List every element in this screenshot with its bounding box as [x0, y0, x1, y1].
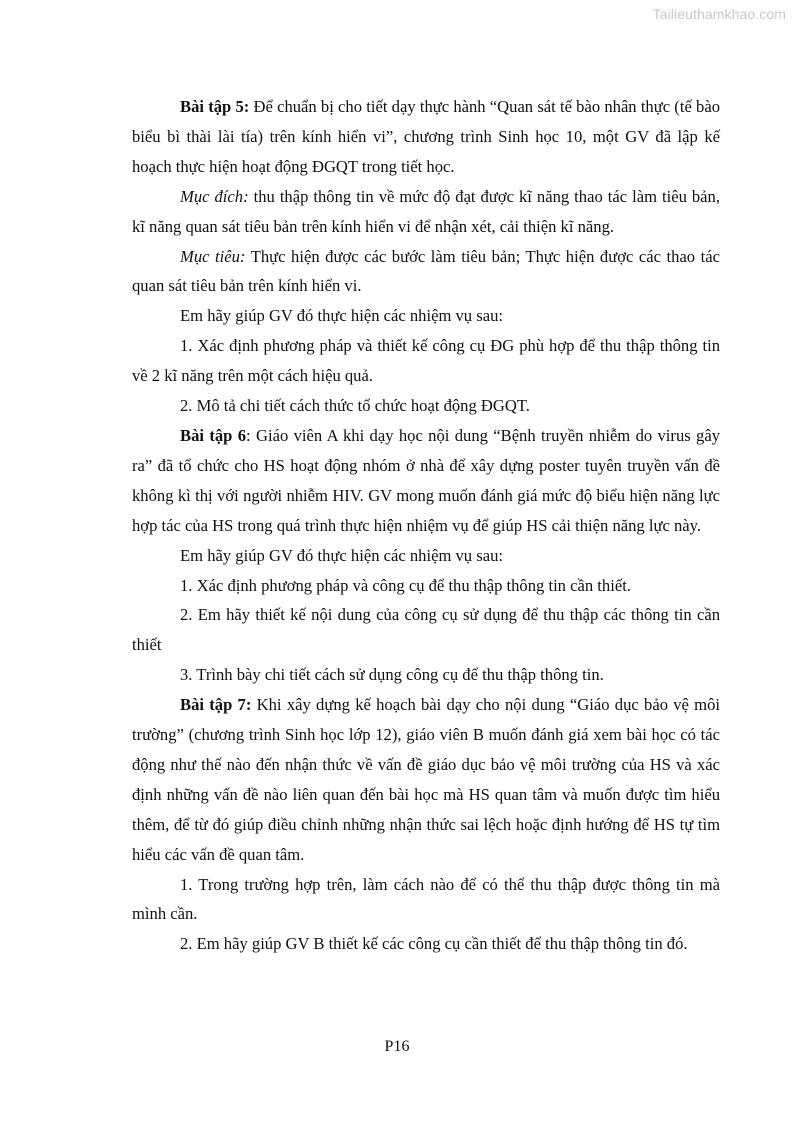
- exercise-6-task-1: 1. Xác định phương pháp và công cụ để thu thập thông tin cần thiết.: [180, 575, 631, 595]
- exercise-5-task-1: 1. Xác định phương pháp và thiết kế công cụ ĐG phù hợp để thu thập thông tin về 2 kĩ năng trên một cách hiệu quả.: [132, 336, 720, 386]
- exercise-7-intro: [132, 690, 720, 869]
- exercise-6-intro-text: : Giáo viên A khi dạy học nội dung “Bệnh truyền nhiễm do virus gây ra” đã tổ chức cho HS hoạt động nhóm ở nhà để xây dựng poster tuyên truyền vấn đề không kì thị với người nhiễm HIV. GV mong muốn đánh giá mức độ biểu hiện năng lực hợp tác của HS trong quá trình thực hiện nhiệm vụ để giúp HS cải thiện năng lực này.: [132, 425, 720, 535]
- exercise-6-intro: [132, 421, 720, 541]
- exercise-5-task-2: 2. Mô tả chi tiết cách thức tổ chức hoạt động ĐGQT.: [180, 396, 530, 416]
- exercise-5-title: Bài tập 5:: [180, 97, 250, 116]
- exercise-6-task-2: 2. Em hãy thiết kế nội dung của công cụ sử dụng để thu thập các thông tin cần thiết: [132, 605, 720, 655]
- exercise-6-title: Bài tập 6: [180, 425, 247, 445]
- exercise-5-goal: [132, 242, 720, 302]
- watermark: Tailieuthamkhao.com: [652, 6, 786, 22]
- exercise-5-prompt: Em hãy giúp GV đó thực hiện các nhiệm vụ sau:: [180, 306, 503, 326]
- exercise-6-task-3: 3. Trình bày chi tiết cách sử dụng công cụ để thu thập thông tin.: [180, 665, 604, 685]
- exercise-5-intro: [132, 92, 720, 182]
- page-number: P16: [384, 1038, 410, 1055]
- document-body: [132, 92, 720, 959]
- exercise-7-task-2: 2. Em hãy giúp GV B thiết kế các công cụ cần thiết để thu thập thông tin đó.: [180, 934, 688, 954]
- exercise-5-purpose-text: thu thập thông tin về mức độ đạt được kĩ năng thao tác làm tiêu bản, kĩ năng quan sát tiêu bản trên kính hiển vi để nhận xét, cải thiện kĩ năng.: [132, 186, 720, 236]
- exercise-5-purpose: [132, 182, 720, 242]
- exercise-7-task-1: 1. Trong trường hợp trên, làm cách nào để có thể thu thập được thông tin mà mình cần.: [132, 874, 720, 924]
- exercise-7-title: Bài tập 7:: [180, 695, 252, 715]
- exercise-5-goal-label: Mục tiêu:: [180, 246, 246, 266]
- exercise-5-goal-text: Thực hiện được các bước làm tiêu bản; Thực hiện được các thao tác quan sát tiêu bản trên kính hiển vi.: [132, 246, 720, 296]
- exercise-5-purpose-label: Mục đích:: [180, 186, 249, 206]
- exercise-6-prompt: Em hãy giúp GV đó thực hiện các nhiệm vụ sau:: [180, 545, 503, 565]
- exercise-7-intro-text: Khi xây dựng kế hoạch bài dạy cho nội dung “Giáo dục bảo vệ môi trường” (chương trình Sinh học lớp 12), giáo viên B muốn đánh giá xem bài học có tác động như thế nào đến nhận thức về vấn đề giáo dục bảo vệ môi trường của HS và xác định những vấn đề nào liên quan đến bài học mà HS quan tâm và muốn được tìm hiểu thêm, để từ đó giúp điều chỉnh những nhận thức sai lệch hoặc định hướng để HS tự tìm hiểu các vấn đề quan tâm.: [132, 695, 720, 864]
- exercise-5-intro-text: Để chuẩn bị cho tiết dạy thực hành “Quan sát tế bào nhân thực (tế bào biểu bì thài lài tía) trên kính hiển vi”, chương trình Sinh học 10, một GV đã lập kế hoạch thực hiện hoạt động ĐGQT trong tiết học.: [132, 97, 720, 176]
